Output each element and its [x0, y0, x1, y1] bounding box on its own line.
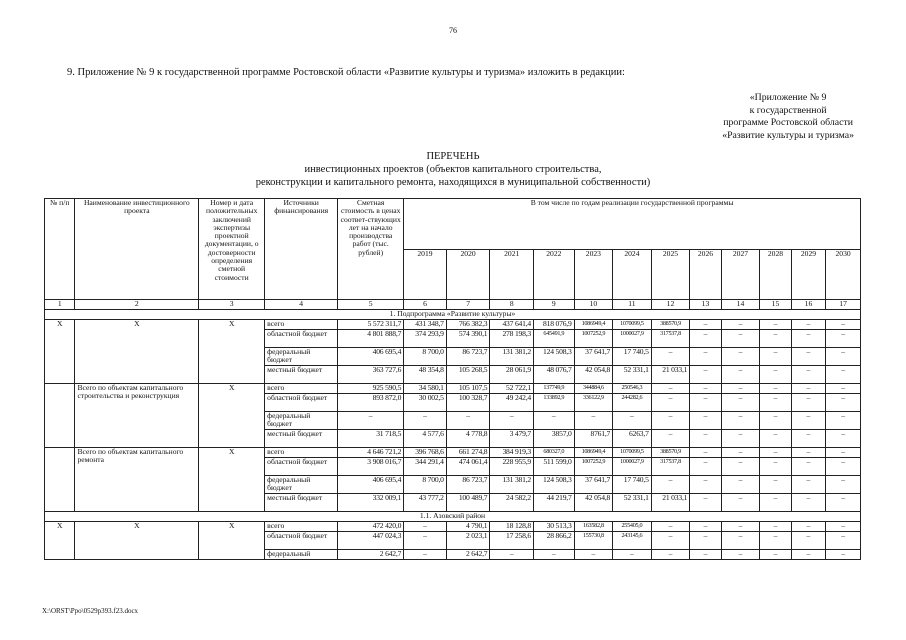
- cell-year-value: –: [404, 550, 447, 560]
- cell-year-value: 37 641,7: [574, 476, 613, 494]
- cell-year-value: –: [490, 550, 534, 560]
- cell-year-value: –: [791, 522, 826, 532]
- table-row: [45, 384, 861, 394]
- cell-cost: 893 872,0: [338, 394, 404, 412]
- cell-expertise: Х: [199, 384, 265, 448]
- cell-year-value: –: [826, 458, 861, 476]
- cell-year-value: –: [791, 430, 826, 448]
- cell-year-value: –: [760, 476, 791, 494]
- cell-source: федеральный: [265, 550, 338, 560]
- cell-project-name: Всего по объектам капитального ремонта: [75, 448, 199, 512]
- cell-year-value: 124 508,3: [534, 348, 575, 366]
- cell-year-value: –: [760, 494, 791, 512]
- cell-year-value: 250546,3: [613, 384, 652, 394]
- cell-year-value: 437 641,4: [490, 320, 534, 330]
- cell-year-value: –: [404, 532, 447, 550]
- cell-year-value: 680327,0: [534, 448, 575, 458]
- cell-year-value: 105 107,5: [446, 384, 490, 394]
- cell-year-value: –: [760, 394, 791, 412]
- cell-year-value: –: [791, 494, 826, 512]
- cell-year-value: 124 508,3: [534, 476, 575, 494]
- cell-year-value: –: [574, 412, 613, 430]
- annex-line: «Развитие культуры и туризма»: [722, 129, 854, 141]
- cell-cost: –: [338, 412, 404, 430]
- header-year: 2024: [613, 249, 652, 300]
- table-row: [45, 522, 861, 532]
- cell-project-name: Всего по объектам капитального строительства и реконструкция: [75, 384, 199, 448]
- cell-year-value: 52 722,1: [490, 384, 534, 394]
- cell-year-value: 317537,8: [651, 458, 690, 476]
- cell-year-value: –: [690, 476, 721, 494]
- cell-year-value: 4 577,6: [404, 430, 447, 448]
- cell-year-value: –: [760, 348, 791, 366]
- cell-year-value: –: [760, 384, 791, 394]
- cell-year-value: –: [651, 384, 690, 394]
- cell-year-value: 48 076,7: [534, 366, 575, 384]
- header-expertise: Номер и дата положительных заключений экспертизы проектной документации, о достоверности определения сметной стоимости: [199, 199, 265, 300]
- column-number: 14: [721, 300, 760, 310]
- column-number-row: [45, 300, 861, 310]
- cell-year-value: –: [574, 550, 613, 560]
- cell-year-value: –: [791, 366, 826, 384]
- cell-source: областной бюджет: [265, 458, 338, 476]
- header-cost: Сметная стоимость в ценах соответ-ствующих лет на начало производства работ (тыс. рублей): [338, 199, 404, 300]
- cell-year-value: –: [721, 320, 760, 330]
- cell-project-name: Х: [75, 522, 199, 560]
- cell-project-no: [45, 384, 75, 448]
- cell-cost: 406 695,4: [338, 476, 404, 494]
- heading-title: ПЕРЕЧЕНЬ: [426, 151, 480, 162]
- cell-year-value: 374 293,9: [404, 330, 447, 348]
- cell-year-value: 1086949,4: [574, 448, 613, 458]
- cell-cost: 31 718,5: [338, 430, 404, 448]
- cell-year-value: 384 919,3: [490, 448, 534, 458]
- column-number: 8: [490, 300, 534, 310]
- cell-year-value: –: [826, 448, 861, 458]
- cell-year-value: 17 740,5: [613, 476, 652, 494]
- cell-year-value: –: [690, 384, 721, 394]
- cell-year-value: 431 348,7: [404, 320, 447, 330]
- cell-year-value: 511 599,0: [534, 458, 575, 476]
- cell-cost: 447 024,3: [338, 532, 404, 550]
- cell-year-value: –: [721, 476, 760, 494]
- column-number: 5: [338, 300, 404, 310]
- column-number: 9: [534, 300, 575, 310]
- cell-source: областной бюджет: [265, 532, 338, 550]
- cell-year-value: –: [826, 366, 861, 384]
- header-year: 2025: [651, 249, 690, 300]
- cell-year-value: 645491,9: [534, 330, 575, 348]
- cell-source: всего: [265, 384, 338, 394]
- cell-year-value: –: [791, 550, 826, 560]
- cell-year-value: 30 513,3: [534, 522, 575, 532]
- file-path-footer: X:\ORST\Ppo\0529p393.f23.docx: [42, 607, 139, 615]
- cell-cost: 472 420,0: [338, 522, 404, 532]
- column-number: 10: [574, 300, 613, 310]
- cell-year-value: 133892,9: [534, 394, 575, 412]
- cell-year-value: 137749,9: [534, 384, 575, 394]
- subprogram-title: 1. Подпрограмма «Развитие культуры»: [45, 310, 861, 320]
- cell-year-value: –: [826, 494, 861, 512]
- cell-year-value: 86 723,7: [446, 348, 490, 366]
- cell-year-value: 43 777,2: [404, 494, 447, 512]
- intro-paragraph: 9. Приложение № 9 к государственной программе Ростовской области «Развитие культуры и туризма» изложить в редакции:: [67, 67, 625, 78]
- table-row: [45, 320, 861, 330]
- cell-cost: 925 590,5: [338, 384, 404, 394]
- header-year: 2027: [721, 249, 760, 300]
- cell-year-value: –: [721, 494, 760, 512]
- cell-year-value: –: [721, 458, 760, 476]
- cell-year-value: 42 054,8: [574, 494, 613, 512]
- cell-year-value: 1070099,5: [613, 448, 652, 458]
- cell-year-value: –: [690, 412, 721, 430]
- cell-year-value: 44 219,7: [534, 494, 575, 512]
- annex-line: программе Ростовской области: [723, 117, 853, 128]
- cell-year-value: –: [791, 448, 826, 458]
- cell-year-value: –: [721, 366, 760, 384]
- cell-cost: 4 646 721,2: [338, 448, 404, 458]
- cell-project-name: Х: [75, 320, 199, 384]
- cell-year-value: –: [760, 330, 791, 348]
- cell-cost: 406 695,4: [338, 348, 404, 366]
- cell-year-value: –: [760, 412, 791, 430]
- header-year: 2020: [446, 249, 490, 300]
- cell-year-value: –: [490, 412, 534, 430]
- cell-year-value: 766 382,3: [446, 320, 490, 330]
- cell-year-value: 48 354,8: [404, 366, 447, 384]
- cell-year-value: 4 790,1: [446, 522, 490, 532]
- cell-project-no: [45, 448, 75, 512]
- cell-year-value: 4 778,8: [446, 430, 490, 448]
- cell-year-value: 1007252,9: [574, 458, 613, 476]
- column-number: 17: [826, 300, 861, 310]
- header-name: Наименование инвестиционного проекта: [75, 199, 199, 300]
- cell-year-value: 8 700,0: [404, 348, 447, 366]
- cell-year-value: –: [404, 412, 447, 430]
- cell-year-value: –: [721, 532, 760, 550]
- cell-year-value: 18 128,8: [490, 522, 534, 532]
- annex-line: «Приложение № 9: [749, 92, 827, 103]
- cell-year-value: 17 740,5: [613, 348, 652, 366]
- cell-year-value: –: [760, 430, 791, 448]
- cell-year-value: 1000027,9: [613, 458, 652, 476]
- cell-year-value: –: [826, 320, 861, 330]
- cell-source: всего: [265, 448, 338, 458]
- header-year: 2030: [826, 249, 861, 300]
- column-number: 1: [45, 300, 75, 310]
- cell-year-value: 278 198,3: [490, 330, 534, 348]
- cell-year-value: 105 268,5: [446, 366, 490, 384]
- annex-line: к государственной: [749, 104, 827, 116]
- cell-expertise: Х: [199, 522, 265, 560]
- header-source: Источники финансирования: [265, 199, 338, 300]
- cell-year-value: 28 061,9: [490, 366, 534, 384]
- cell-year-value: 21 033,1: [651, 366, 690, 384]
- column-number: 6: [404, 300, 447, 310]
- cell-year-value: –: [404, 522, 447, 532]
- cell-year-value: 388570,9: [651, 320, 690, 330]
- cell-year-value: 336122,9: [574, 394, 613, 412]
- cell-year-value: –: [760, 532, 791, 550]
- cell-cost: 363 727,6: [338, 366, 404, 384]
- cell-year-value: 317537,8: [651, 330, 690, 348]
- cell-year-value: –: [826, 394, 861, 412]
- cell-year-value: –: [690, 458, 721, 476]
- cell-year-value: 34 580,1: [404, 384, 447, 394]
- cell-cost: 5 572 311,7: [338, 320, 404, 330]
- header-year: 2021: [490, 249, 534, 300]
- cell-year-value: 3 479,7: [490, 430, 534, 448]
- cell-year-value: –: [613, 550, 652, 560]
- header-year: 2029: [791, 249, 826, 300]
- cell-year-value: 574 390,1: [446, 330, 490, 348]
- cell-year-value: –: [690, 494, 721, 512]
- cell-source: областной бюджет: [265, 330, 338, 348]
- cell-year-value: 2 023,1: [446, 532, 490, 550]
- cell-year-value: 17 258,6: [490, 532, 534, 550]
- column-number: 12: [651, 300, 690, 310]
- cell-year-value: 52 331,1: [613, 494, 652, 512]
- cell-year-value: –: [760, 522, 791, 532]
- cell-year-value: 100 328,7: [446, 394, 490, 412]
- header-year: 2028: [760, 249, 791, 300]
- cell-source: областной бюджет: [265, 394, 338, 412]
- cell-year-value: –: [721, 348, 760, 366]
- cell-year-value: –: [651, 394, 690, 412]
- cell-source: федеральный бюджет: [265, 348, 338, 366]
- header-year: 2026: [690, 249, 721, 300]
- cell-cost: 4 801 888,7: [338, 330, 404, 348]
- column-number: 15: [760, 300, 791, 310]
- cell-year-value: –: [826, 430, 861, 448]
- cell-year-value: 2 642,7: [446, 550, 490, 560]
- cell-cost: 2 642,7: [338, 550, 404, 560]
- cell-year-value: 1000027,9: [613, 330, 652, 348]
- cell-year-value: 155730,8: [574, 532, 613, 550]
- cell-year-value: –: [791, 320, 826, 330]
- cell-year-value: 396 768,6: [404, 448, 447, 458]
- district-title: 1.1. Азовский район: [45, 512, 861, 522]
- cell-year-value: 49 242,4: [490, 394, 534, 412]
- cell-cost: 3 908 016,7: [338, 458, 404, 476]
- header-years-caption: В том числе по годам реализации государственной программы: [404, 199, 861, 250]
- cell-year-value: –: [534, 412, 575, 430]
- cell-year-value: –: [791, 476, 826, 494]
- cell-source: всего: [265, 320, 338, 330]
- cell-year-value: 344 291,4: [404, 458, 447, 476]
- cell-year-value: –: [791, 532, 826, 550]
- cell-year-value: –: [690, 366, 721, 384]
- column-number: 16: [791, 300, 826, 310]
- cell-year-value: 24 582,2: [490, 494, 534, 512]
- cell-year-value: –: [721, 448, 760, 458]
- cell-year-value: –: [760, 366, 791, 384]
- cell-source: всего: [265, 522, 338, 532]
- cell-year-value: 3857,0: [534, 430, 575, 448]
- cell-year-value: –: [651, 476, 690, 494]
- table-row: [45, 448, 861, 458]
- column-number: 11: [613, 300, 652, 310]
- cell-year-value: –: [690, 448, 721, 458]
- annex-reference: [722, 92, 854, 142]
- heading-line: инвестиционных проектов (объектов капитального строительства,: [304, 164, 602, 175]
- cell-project-no: Х: [45, 320, 75, 384]
- cell-year-value: –: [651, 412, 690, 430]
- cell-year-value: –: [690, 320, 721, 330]
- cell-year-value: –: [760, 448, 791, 458]
- cell-year-value: –: [651, 522, 690, 532]
- cell-year-value: 30 002,5: [404, 394, 447, 412]
- cell-year-value: –: [791, 458, 826, 476]
- cell-year-value: –: [791, 330, 826, 348]
- column-number: 7: [446, 300, 490, 310]
- heading-line: реконструкции и капитального ремонта, находящихся в муниципальной собственности): [255, 177, 651, 188]
- page-number: 76: [449, 26, 457, 35]
- cell-year-value: –: [826, 348, 861, 366]
- cell-year-value: –: [791, 394, 826, 412]
- cell-year-value: –: [446, 412, 490, 430]
- cell-year-value: 661 274,8: [446, 448, 490, 458]
- cell-year-value: –: [826, 476, 861, 494]
- cell-year-value: 228 955,9: [490, 458, 534, 476]
- cell-year-value: 131 381,2: [490, 476, 534, 494]
- cell-year-value: –: [651, 348, 690, 366]
- cell-year-value: –: [791, 348, 826, 366]
- subprogram-title-row: [45, 310, 861, 320]
- cell-year-value: –: [826, 412, 861, 430]
- column-number: 4: [265, 300, 338, 310]
- cell-year-value: 388570,9: [651, 448, 690, 458]
- cell-year-value: –: [826, 550, 861, 560]
- cell-year-value: 255405,0: [613, 522, 652, 532]
- cell-year-value: –: [721, 384, 760, 394]
- cell-year-value: –: [690, 430, 721, 448]
- cell-year-value: 86 723,7: [446, 476, 490, 494]
- cell-year-value: 1070099,5: [613, 320, 652, 330]
- cell-year-value: 100 489,7: [446, 494, 490, 512]
- cell-source: местный бюджет: [265, 366, 338, 384]
- cell-year-value: –: [791, 384, 826, 394]
- cell-year-value: –: [760, 458, 791, 476]
- cell-year-value: 131 381,2: [490, 348, 534, 366]
- cell-year-value: 21 033,1: [651, 494, 690, 512]
- cell-year-value: 1086949,4: [574, 320, 613, 330]
- cell-year-value: 1007252,9: [574, 330, 613, 348]
- investment-projects-table: [44, 198, 861, 560]
- district-title-row: [45, 512, 861, 522]
- header-no: № п/п: [45, 199, 75, 300]
- cell-year-value: –: [826, 330, 861, 348]
- cell-source: федеральный бюджет: [265, 476, 338, 494]
- cell-source: местный бюджет: [265, 430, 338, 448]
- cell-year-value: 28 866,2: [534, 532, 575, 550]
- cell-year-value: –: [690, 330, 721, 348]
- cell-year-value: 163582,8: [574, 522, 613, 532]
- cell-year-value: 6263,7: [613, 430, 652, 448]
- cell-year-value: –: [651, 532, 690, 550]
- header-year: 2022: [534, 249, 575, 300]
- header-row: [45, 199, 861, 250]
- cell-year-value: –: [534, 550, 575, 560]
- cell-expertise: Х: [199, 320, 265, 384]
- cell-year-value: 8761,7: [574, 430, 613, 448]
- cell-cost: 332 009,1: [338, 494, 404, 512]
- cell-year-value: –: [721, 522, 760, 532]
- cell-source: федеральный бюджет: [265, 412, 338, 430]
- column-number: 2: [75, 300, 199, 310]
- cell-year-value: –: [690, 550, 721, 560]
- cell-year-value: –: [721, 430, 760, 448]
- cell-year-value: –: [791, 412, 826, 430]
- document-heading: [0, 150, 906, 189]
- cell-year-value: –: [826, 384, 861, 394]
- cell-expertise: Х: [199, 448, 265, 512]
- header-year: 2019: [404, 249, 447, 300]
- cell-year-value: –: [690, 348, 721, 366]
- cell-project-no: Х: [45, 522, 75, 560]
- cell-year-value: 344884,6: [574, 384, 613, 394]
- cell-year-value: 474 061,4: [446, 458, 490, 476]
- cell-year-value: 244282,6: [613, 394, 652, 412]
- cell-year-value: –: [721, 330, 760, 348]
- cell-year-value: –: [613, 412, 652, 430]
- cell-year-value: 42 054,8: [574, 366, 613, 384]
- cell-year-value: 243145,6: [613, 532, 652, 550]
- cell-year-value: –: [690, 394, 721, 412]
- cell-year-value: –: [826, 532, 861, 550]
- cell-year-value: –: [690, 532, 721, 550]
- cell-year-value: –: [651, 550, 690, 560]
- cell-year-value: 8 700,0: [404, 476, 447, 494]
- cell-year-value: –: [826, 522, 861, 532]
- cell-source: местный бюджет: [265, 494, 338, 512]
- cell-year-value: –: [721, 412, 760, 430]
- cell-year-value: –: [690, 522, 721, 532]
- cell-year-value: –: [760, 320, 791, 330]
- cell-year-value: –: [651, 430, 690, 448]
- cell-year-value: 818 076,9: [534, 320, 575, 330]
- column-number: 3: [199, 300, 265, 310]
- cell-year-value: –: [721, 394, 760, 412]
- header-year: 2023: [574, 249, 613, 300]
- cell-year-value: –: [760, 550, 791, 560]
- cell-year-value: 52 331,1: [613, 366, 652, 384]
- cell-year-value: –: [721, 550, 760, 560]
- column-number: 13: [690, 300, 721, 310]
- cell-year-value: 37 641,7: [574, 348, 613, 366]
